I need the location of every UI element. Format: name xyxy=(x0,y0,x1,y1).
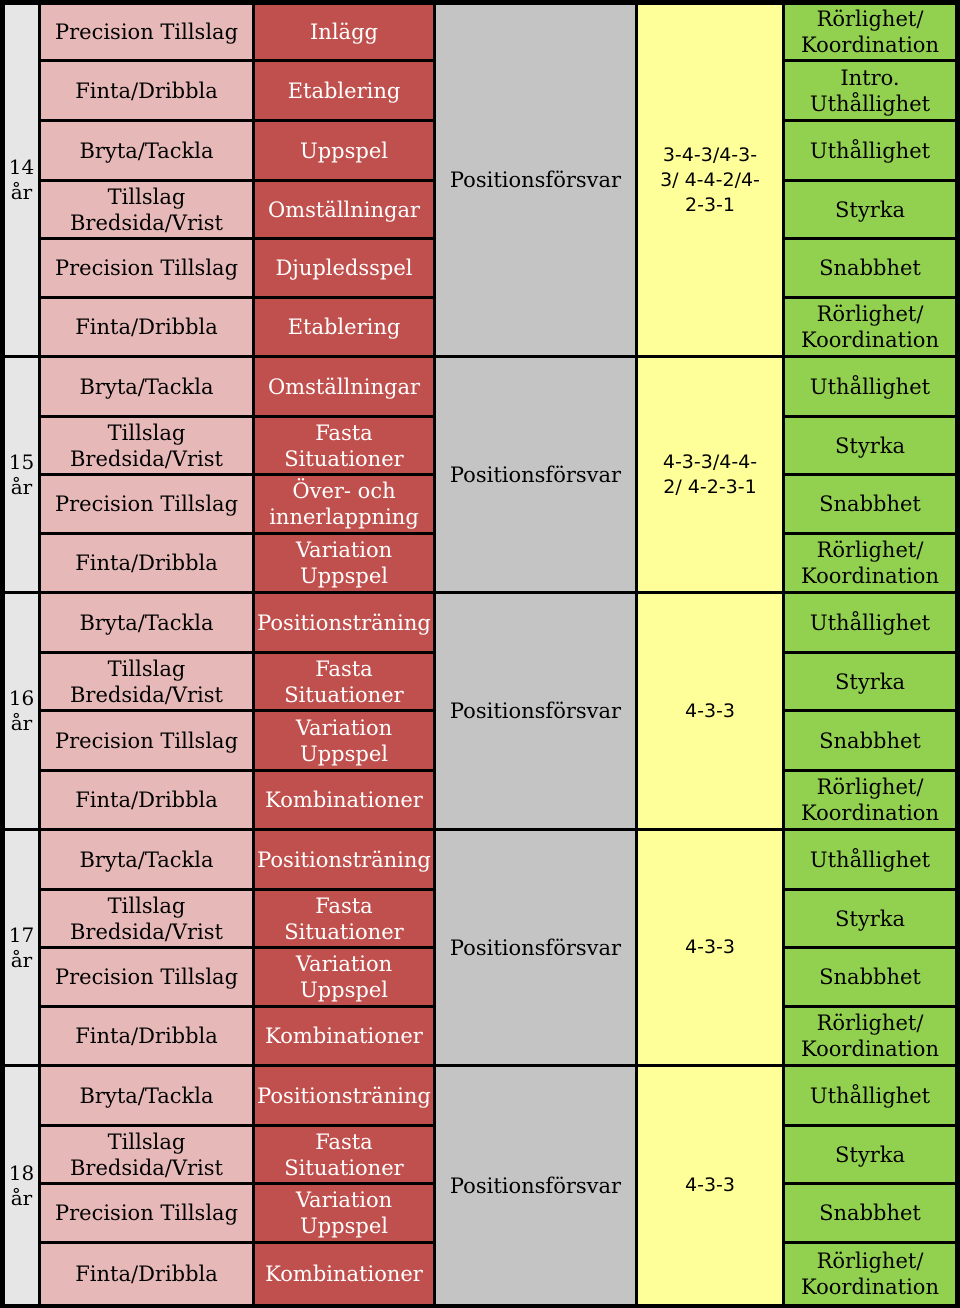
technique-cell: Tillslag Bredsida/Vrist xyxy=(41,1127,252,1182)
technique-cell: Bryta/Tackla xyxy=(41,594,252,651)
physical-cell: Rörlighet/ Koordination xyxy=(785,299,955,355)
physical-cell: Snabbhet xyxy=(785,476,955,532)
technique-cell: Bryta/Tackla xyxy=(41,358,252,415)
technique-cell: Tillslag Bredsida/Vrist xyxy=(41,182,252,237)
technique-cell: Tillslag Bredsida/Vrist xyxy=(41,418,252,473)
tactics-cell: Fasta Situationer xyxy=(255,418,433,473)
physical-cell: Uthållighet xyxy=(785,594,955,651)
tactics-cell: Kombinationer xyxy=(255,1008,433,1064)
tactics-cell: Över- och innerlappning xyxy=(255,476,433,532)
technique-cell: Tillslag Bredsida/Vrist xyxy=(41,654,252,709)
physical-cell: Snabbhet xyxy=(785,240,955,296)
tactics-cell: Fasta Situationer xyxy=(255,654,433,709)
tactics-cell: Omställningar xyxy=(255,182,433,237)
technique-cell: Precision Tillslag xyxy=(41,240,252,296)
technique-cell: Precision Tillslag xyxy=(41,949,252,1005)
physical-cell: Rörlighet/ Koordination xyxy=(785,772,955,828)
position-cell: Positionsförsvar xyxy=(436,5,635,355)
physical-cell: Styrka xyxy=(785,654,955,709)
tactics-cell: Fasta Situationer xyxy=(255,1127,433,1182)
tactics-cell: Variation Uppspel xyxy=(255,1185,433,1241)
technique-cell: Precision Tillslag xyxy=(41,712,252,769)
physical-cell: Snabbhet xyxy=(785,712,955,769)
technique-cell: Finta/Dribbla xyxy=(41,772,252,828)
physical-cell: Uthållighet xyxy=(785,122,955,179)
physical-cell: Uthållighet xyxy=(785,831,955,888)
formation-cell: 3-4-3/4-3- 3/ 4-4-2/4- 2-3-1 xyxy=(638,5,782,355)
physical-cell: Snabbhet xyxy=(785,949,955,1005)
physical-cell: Uthållighet xyxy=(785,358,955,415)
formation-cell: 4-3-3 xyxy=(638,594,782,828)
tactics-cell: Etablering xyxy=(255,62,433,119)
technique-cell: Finta/Dribbla xyxy=(41,1008,252,1064)
tactics-cell: Etablering xyxy=(255,299,433,355)
physical-cell: Snabbhet xyxy=(785,1185,955,1241)
tactics-cell: Positionsträning xyxy=(255,831,433,888)
physical-cell: Rörlighet/ Koordination xyxy=(785,5,955,59)
technique-cell: Tillslag Bredsida/Vrist xyxy=(41,891,252,946)
physical-cell: Styrka xyxy=(785,182,955,237)
physical-cell: Rörlighet/ Koordination xyxy=(785,1008,955,1064)
technique-cell: Finta/Dribbla xyxy=(41,62,252,119)
physical-cell: Uthållighet xyxy=(785,1067,955,1124)
tactics-cell: Omställningar xyxy=(255,358,433,415)
tactics-cell: Uppspel xyxy=(255,122,433,179)
technique-cell: Finta/Dribbla xyxy=(41,535,252,591)
physical-cell: Intro. Uthållighet xyxy=(785,62,955,119)
tactics-cell: Variation Uppspel xyxy=(255,949,433,1005)
position-cell: Positionsförsvar xyxy=(436,831,635,1064)
age-label: 15 år xyxy=(5,358,38,591)
tactics-cell: Variation Uppspel xyxy=(255,712,433,769)
technique-cell: Precision Tillslag xyxy=(41,5,252,59)
technique-cell: Precision Tillslag xyxy=(41,1185,252,1241)
formation-cell: 4-3-3/4-4- 2/ 4-2-3-1 xyxy=(638,358,782,591)
physical-cell: Rörlighet/ Koordination xyxy=(785,535,955,591)
tactics-cell: Positionsträning xyxy=(255,594,433,651)
tactics-cell: Variation Uppspel xyxy=(255,535,433,591)
tactics-cell: Djupledsspel xyxy=(255,240,433,296)
tactics-cell: Inlägg xyxy=(255,5,433,59)
age-label: 16 år xyxy=(5,594,38,828)
physical-cell: Styrka xyxy=(785,1127,955,1182)
age-label: 18 år xyxy=(5,1067,38,1304)
physical-cell: Styrka xyxy=(785,891,955,946)
physical-cell: Styrka xyxy=(785,418,955,473)
tactics-cell: Fasta Situationer xyxy=(255,891,433,946)
tactics-cell: Positionsträning xyxy=(255,1067,433,1124)
technique-cell: Precision Tillslag xyxy=(41,476,252,532)
technique-cell: Finta/Dribbla xyxy=(41,299,252,355)
age-label: 14 år xyxy=(5,5,38,355)
formation-cell: 4-3-3 xyxy=(638,831,782,1064)
age-label: 17 år xyxy=(5,831,38,1064)
technique-cell: Finta/Dribbla xyxy=(41,1244,252,1304)
tactics-cell: Kombinationer xyxy=(255,772,433,828)
position-cell: Positionsförsvar xyxy=(436,594,635,828)
formation-cell: 4-3-3 xyxy=(638,1067,782,1304)
position-cell: Positionsförsvar xyxy=(436,358,635,591)
technique-cell: Bryta/Tackla xyxy=(41,1067,252,1124)
physical-cell: Rörlighet/ Koordination xyxy=(785,1244,955,1304)
technique-cell: Bryta/Tackla xyxy=(41,831,252,888)
technique-cell: Bryta/Tackla xyxy=(41,122,252,179)
position-cell: Positionsförsvar xyxy=(436,1067,635,1304)
tactics-cell: Kombinationer xyxy=(255,1244,433,1304)
